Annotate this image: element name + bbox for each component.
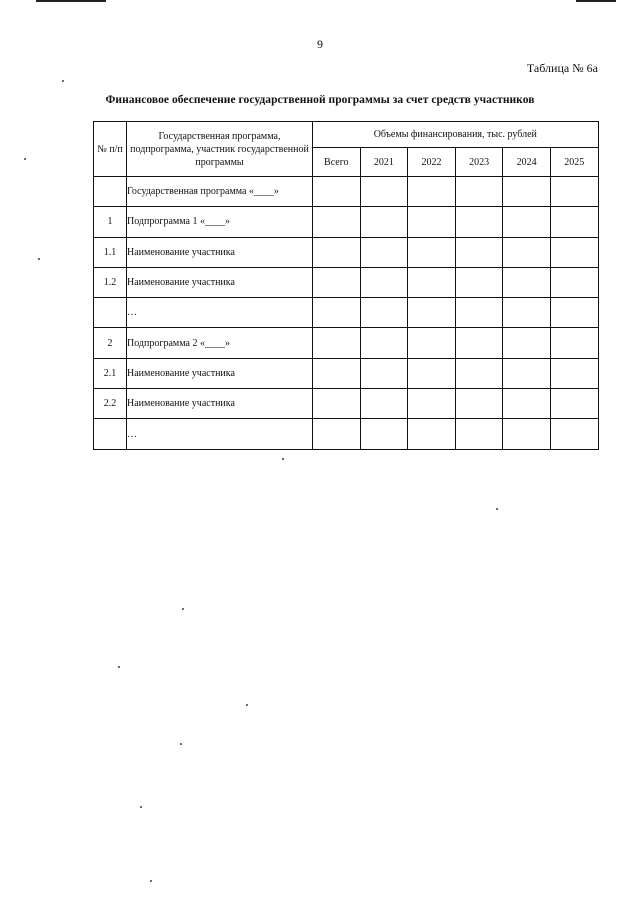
cell-2024: [503, 298, 551, 328]
row-name: Подпрограмма 1 «____»: [127, 207, 313, 237]
table-row: [94, 328, 599, 358]
row-number: 1.1: [94, 237, 127, 267]
row-number: 2: [94, 328, 127, 358]
row-number: 1: [94, 207, 127, 237]
cell-total: [313, 237, 361, 267]
cell-2023: [455, 237, 503, 267]
scan-speck: [282, 458, 284, 460]
cell-2021: [360, 389, 408, 419]
cell-2021: [360, 207, 408, 237]
cell-2024: [503, 419, 551, 449]
row-number: [94, 298, 127, 328]
cell-total: [313, 358, 361, 388]
document-title: Финансовое обеспечение государственной программы за счет средств участников: [105, 94, 535, 106]
cell-2022: [408, 177, 456, 207]
scan-speck: [62, 80, 64, 82]
cell-2023: [455, 267, 503, 297]
cell-2023: [455, 328, 503, 358]
header-number: № п/п: [94, 122, 127, 177]
cell-2022: [408, 267, 456, 297]
row-number: 2.2: [94, 389, 127, 419]
scan-speck: [24, 158, 26, 160]
table-row: [94, 298, 599, 328]
row-name: Наименование участника: [127, 389, 313, 419]
cell-total: [313, 298, 361, 328]
cell-2022: [408, 237, 456, 267]
cell-2022: [408, 328, 456, 358]
cell-2025: [550, 389, 598, 419]
cell-total: [313, 267, 361, 297]
top-rule-right: [576, 0, 616, 2]
cell-2022: [408, 419, 456, 449]
row-number: 1.2: [94, 267, 127, 297]
cell-2024: [503, 267, 551, 297]
cell-2023: [455, 177, 503, 207]
cell-2025: [550, 298, 598, 328]
cell-2022: [408, 207, 456, 237]
cell-2025: [550, 237, 598, 267]
header-total: Всего: [313, 148, 361, 177]
cell-2025: [550, 267, 598, 297]
row-name: …: [127, 419, 313, 449]
table-row: [94, 358, 599, 388]
row-name: Наименование участника: [127, 358, 313, 388]
cell-total: [313, 177, 361, 207]
cell-2021: [360, 237, 408, 267]
header-year-2025: 2025: [550, 148, 598, 177]
row-name: Наименование участника: [127, 237, 313, 267]
cell-2023: [455, 207, 503, 237]
cell-2022: [408, 298, 456, 328]
scan-speck: [140, 806, 142, 808]
table-row: [94, 419, 599, 449]
cell-2024: [503, 358, 551, 388]
scan-speck: [496, 508, 498, 510]
row-number: [94, 177, 127, 207]
cell-2024: [503, 177, 551, 207]
cell-2021: [360, 419, 408, 449]
header-year-2023: 2023: [455, 148, 503, 177]
cell-2024: [503, 389, 551, 419]
row-number: 2.1: [94, 358, 127, 388]
header-year-2022: 2022: [408, 148, 456, 177]
scan-speck: [118, 666, 120, 668]
header-year-2024: 2024: [503, 148, 551, 177]
row-name: Подпрограмма 2 «____»: [127, 328, 313, 358]
cell-2021: [360, 267, 408, 297]
row-name: Государственная программа «____»: [127, 177, 313, 207]
cell-2022: [408, 389, 456, 419]
cell-2021: [360, 358, 408, 388]
row-name: Наименование участника: [127, 267, 313, 297]
cell-2021: [360, 298, 408, 328]
table-row: [94, 267, 599, 297]
cell-total: [313, 207, 361, 237]
cell-total: [313, 389, 361, 419]
scan-speck: [150, 880, 152, 882]
row-name: …: [127, 298, 313, 328]
cell-2023: [455, 419, 503, 449]
cell-2023: [455, 358, 503, 388]
header-year-2021: 2021: [360, 148, 408, 177]
cell-2024: [503, 207, 551, 237]
cell-2022: [408, 358, 456, 388]
cell-2021: [360, 177, 408, 207]
table-row: [94, 389, 599, 419]
scan-speck: [182, 608, 184, 610]
cell-2025: [550, 328, 598, 358]
table-row: [94, 177, 599, 207]
header-program: Государственная программа, подпрограмма, участник государственной программы: [127, 122, 313, 177]
row-number: [94, 419, 127, 449]
financing-table: [93, 121, 599, 450]
cell-2021: [360, 328, 408, 358]
header-financing-volume: Объемы финансирования, тыс. рублей: [313, 122, 599, 148]
scan-speck: [180, 743, 182, 745]
cell-2025: [550, 207, 598, 237]
table-row: [94, 237, 599, 267]
table-row: [94, 207, 599, 237]
top-rule-left: [36, 0, 106, 2]
table-label: Таблица № 6а: [526, 61, 598, 75]
cell-2025: [550, 358, 598, 388]
scan-speck: [246, 704, 248, 706]
cell-2023: [455, 389, 503, 419]
cell-total: [313, 419, 361, 449]
cell-2025: [550, 419, 598, 449]
cell-2024: [503, 328, 551, 358]
cell-2023: [455, 298, 503, 328]
cell-2025: [550, 177, 598, 207]
scan-speck: [38, 258, 40, 260]
cell-2024: [503, 237, 551, 267]
cell-total: [313, 328, 361, 358]
page-number: 9: [317, 37, 323, 51]
